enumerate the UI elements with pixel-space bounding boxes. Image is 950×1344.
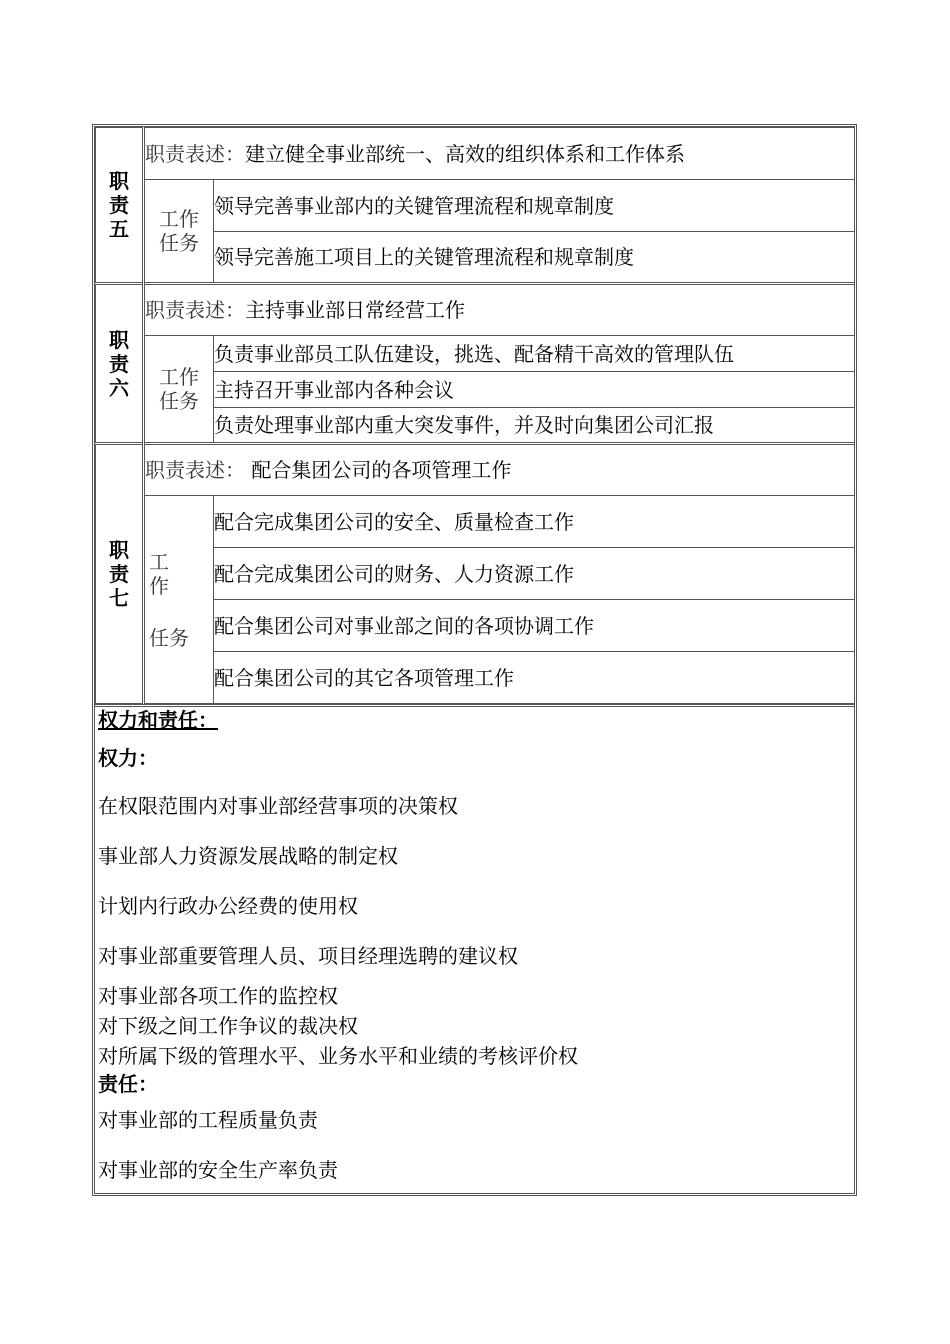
- duty-5-desc-row: [96, 128, 855, 180]
- power-item: 事业部人力资源发展战略的制定权: [98, 844, 398, 868]
- power-item: 对所属下级的管理水平、业务水平和业绩的考核评价权: [98, 1044, 578, 1068]
- duty-6-task: 主持召开事业部内各种会议: [214, 372, 855, 408]
- responsibility-item: 对事业部的安全生产率负责: [98, 1158, 338, 1182]
- duty-5-description: 职责表述：建立健全事业部统一、高效的组织体系和工作体系: [144, 128, 855, 180]
- power-item: 计划内行政办公经费的使用权: [98, 894, 358, 918]
- power-item: 在权限范围内对事业部经营事项的决策权: [98, 794, 458, 818]
- duty-5-label: 职责五: [96, 128, 144, 284]
- duty-7-description: 职责表述： 配合集团公司的各项管理工作: [144, 444, 855, 496]
- duty-6-label: 职责六: [96, 284, 144, 444]
- duty-6-task-row: [96, 336, 855, 372]
- power-heading: 权力：: [98, 746, 158, 770]
- duty-7-task: 配合集团公司的其它各项管理工作: [214, 652, 855, 704]
- duty-6-task-label: 工作 任务: [144, 336, 214, 444]
- duty-table: [95, 127, 855, 704]
- power-item: 对事业部重要管理人员、项目经理选聘的建议权: [98, 944, 518, 968]
- duty-6-desc-row: [96, 284, 855, 336]
- duty-7-task-label: 工 作 任务: [144, 496, 214, 704]
- duty-7-task: 配合集团公司对事业部之间的各项协调工作: [214, 600, 855, 652]
- duty-6-description: 职责表述：主持事业部日常经营工作: [144, 284, 855, 336]
- section-divider: [95, 704, 854, 707]
- duty-5-task-label: 工作 任务: [144, 180, 214, 284]
- duty-7-desc-row: [96, 444, 855, 496]
- duty-6-task: 负责事业部员工队伍建设，挑选、配备精干高效的管理队伍: [214, 336, 855, 372]
- duty-7-task: 配合完成集团公司的安全、质量检查工作: [214, 496, 855, 548]
- responsibility-heading: 责任：: [98, 1072, 158, 1096]
- duty-7-task-row: [96, 496, 855, 548]
- power-item: 对事业部各项工作的监控权: [98, 984, 338, 1008]
- power-item: 对下级之间工作争议的裁决权: [98, 1014, 358, 1038]
- duty-5-task: 领导完善事业部内的关键管理流程和规章制度: [214, 180, 855, 232]
- duty-5-task: 领导完善施工项目上的关键管理流程和规章制度: [214, 232, 855, 284]
- duty-7-label: 职责七: [96, 444, 144, 704]
- duty-5-task-row: [96, 180, 855, 232]
- rights-heading: 权力和责任：: [98, 708, 218, 732]
- duty-7-task: 配合完成集团公司的财务、人力资源工作: [214, 548, 855, 600]
- duty-6-task: 负责处理事业部内重大突发事件，并及时向集团公司汇报: [214, 408, 855, 444]
- responsibility-item: 对事业部的工程质量负责: [98, 1108, 318, 1132]
- document-frame: [92, 124, 857, 1196]
